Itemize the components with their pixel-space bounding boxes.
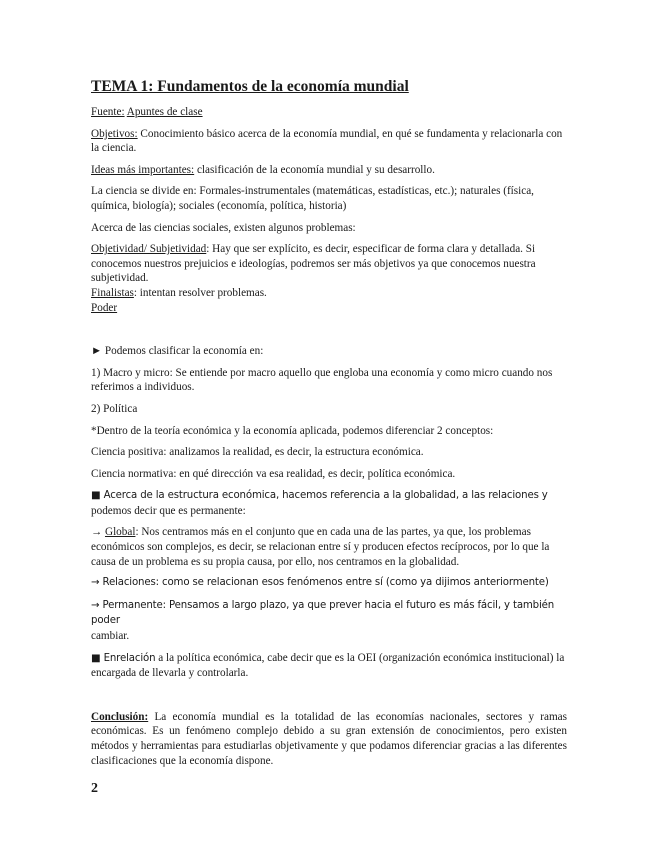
poder-paragraph <box>91 301 567 316</box>
fuente-value: Apuntes de clase <box>126 106 203 118</box>
ideas-text: clasificación de la economía mundial y su desarrollo. <box>194 163 435 176</box>
problemas-intro: Acerca de las ciencias sociales, existen algunos problemas: <box>91 221 356 234</box>
fuente-line <box>91 105 567 120</box>
conclusion-label: Conclusión: <box>91 710 149 723</box>
estructura-rest: podemos decir que es permanente: <box>91 504 246 517</box>
relaciones-text: Relaciones: como se relacionan esos fenómenos entre sí (como ya dijimos anteriormente) <box>99 577 549 589</box>
enrelacion-label: Enrelación <box>100 652 156 664</box>
ideas-label: Ideas más importantes: <box>91 163 195 176</box>
spacer <box>91 322 567 344</box>
ideas-paragraph <box>91 163 567 178</box>
enrelacion-text: a la política económica, cabe decir que es la OEI (organización económica institucional) la encargada de llevarla y controlarla. <box>91 651 565 680</box>
ciencia-paragraph: La ciencia se divide en: Formales-instrumentales (matemáticas, estadísticas, etc.); naturales (física, química, biología); sociales (economía, política, historia) <box>91 185 534 212</box>
triangle-bullet-icon: ► <box>91 345 103 358</box>
positiva-paragraph: Ciencia positiva: analizamos la realidad, es decir, la estructura económica. <box>91 446 424 459</box>
normativa-paragraph: Ciencia normativa: en qué dirección va esa realidad, es decir, política económica. <box>91 467 456 480</box>
macro-paragraph: 1) Macro y micro: Se entiende por macro aquello que engloba una economía y como micro cuando nos referimos a individuos. <box>91 366 553 394</box>
permanente-rest: cambiar. <box>91 630 130 643</box>
objetividad-paragraph <box>91 242 567 286</box>
spacer <box>91 688 567 710</box>
square-bullet-icon: ■ <box>91 490 101 502</box>
objetividad-text: : Hay que ser explícito, es decir, especificar de forma clara y detallada. Si conocemos nuestros prejuicios e ideologías, podremos ser más objetivos ya que conocemos nuestra subjetividad. <box>91 243 536 285</box>
fuente-label: Fuente: <box>91 106 125 118</box>
global-label: Global <box>104 526 136 539</box>
arrow-right-icon: → <box>91 599 100 611</box>
estructura-paragraph <box>91 488 567 518</box>
page-number: 2 <box>91 781 98 796</box>
conclusion-paragraph <box>91 710 567 768</box>
politica-paragraph: 2) Política <box>91 402 138 415</box>
finalistas-paragraph <box>91 286 567 301</box>
global-text: : Nos centramos más en el conjunto que en cada una de las partes, ya que, los problemas económicos son complejos, es decir, se relacionan entre sí y producen efectos recíprocos, por lo que la causa de un problema es su propia causa, por ello, nos centramos en la globalidad. <box>91 526 550 568</box>
finalistas-text: : intentan resolver problemas. <box>133 286 267 299</box>
dentro-paragraph: *Dentro de la teoría económica y la economía aplicada, podemos diferenciar 2 conceptos: <box>91 424 494 437</box>
clasificar-paragraph <box>91 344 567 359</box>
estructura-text: Acerca de la estructura económica, hacemos referencia a la globalidad, a las relaciones y <box>100 490 548 502</box>
arrow-right-icon: → <box>91 526 103 539</box>
permanente-text: Permanente: Pensamos a largo plazo, ya que prever hacia el futuro es más fácil, y también poder <box>91 599 555 627</box>
page-title: TEMA 1: Fundamentos de la economía mundial <box>91 78 409 95</box>
poder-label: Poder <box>91 301 118 314</box>
objetivos-text: Conocimiento básico acerca de la economía mundial, en qué se fundamenta y relacionarla con la ciencia. <box>91 127 563 155</box>
global-paragraph <box>91 525 567 569</box>
permanente-paragraph <box>91 598 567 644</box>
clasificar-text: Podemos clasificar la economía en: <box>102 345 264 358</box>
document-page <box>91 78 567 775</box>
objetividad-label: Objetividad/ Subjetividad <box>91 243 207 256</box>
finalistas-label: Finalistas <box>91 286 134 299</box>
objetivos-label: Objetivos: <box>91 127 138 140</box>
arrow-right-icon: → <box>91 577 100 589</box>
enrelacion-paragraph <box>91 651 567 681</box>
relaciones-paragraph <box>91 576 567 591</box>
conclusion-text: La economía mundial es la totalidad de las economías nacionales, sectores y ramas económicas. Es un fenómeno complejo debido a su gran extensión de conocimientos, pero existen métodos y herramientas para estudiarlas objetivamente y que podamos diferenciar gracias a las diferentes clasificaciones que la economía dispone. <box>91 710 567 767</box>
square-bullet-icon: ■ <box>91 652 101 664</box>
objetivos-paragraph <box>91 127 567 156</box>
